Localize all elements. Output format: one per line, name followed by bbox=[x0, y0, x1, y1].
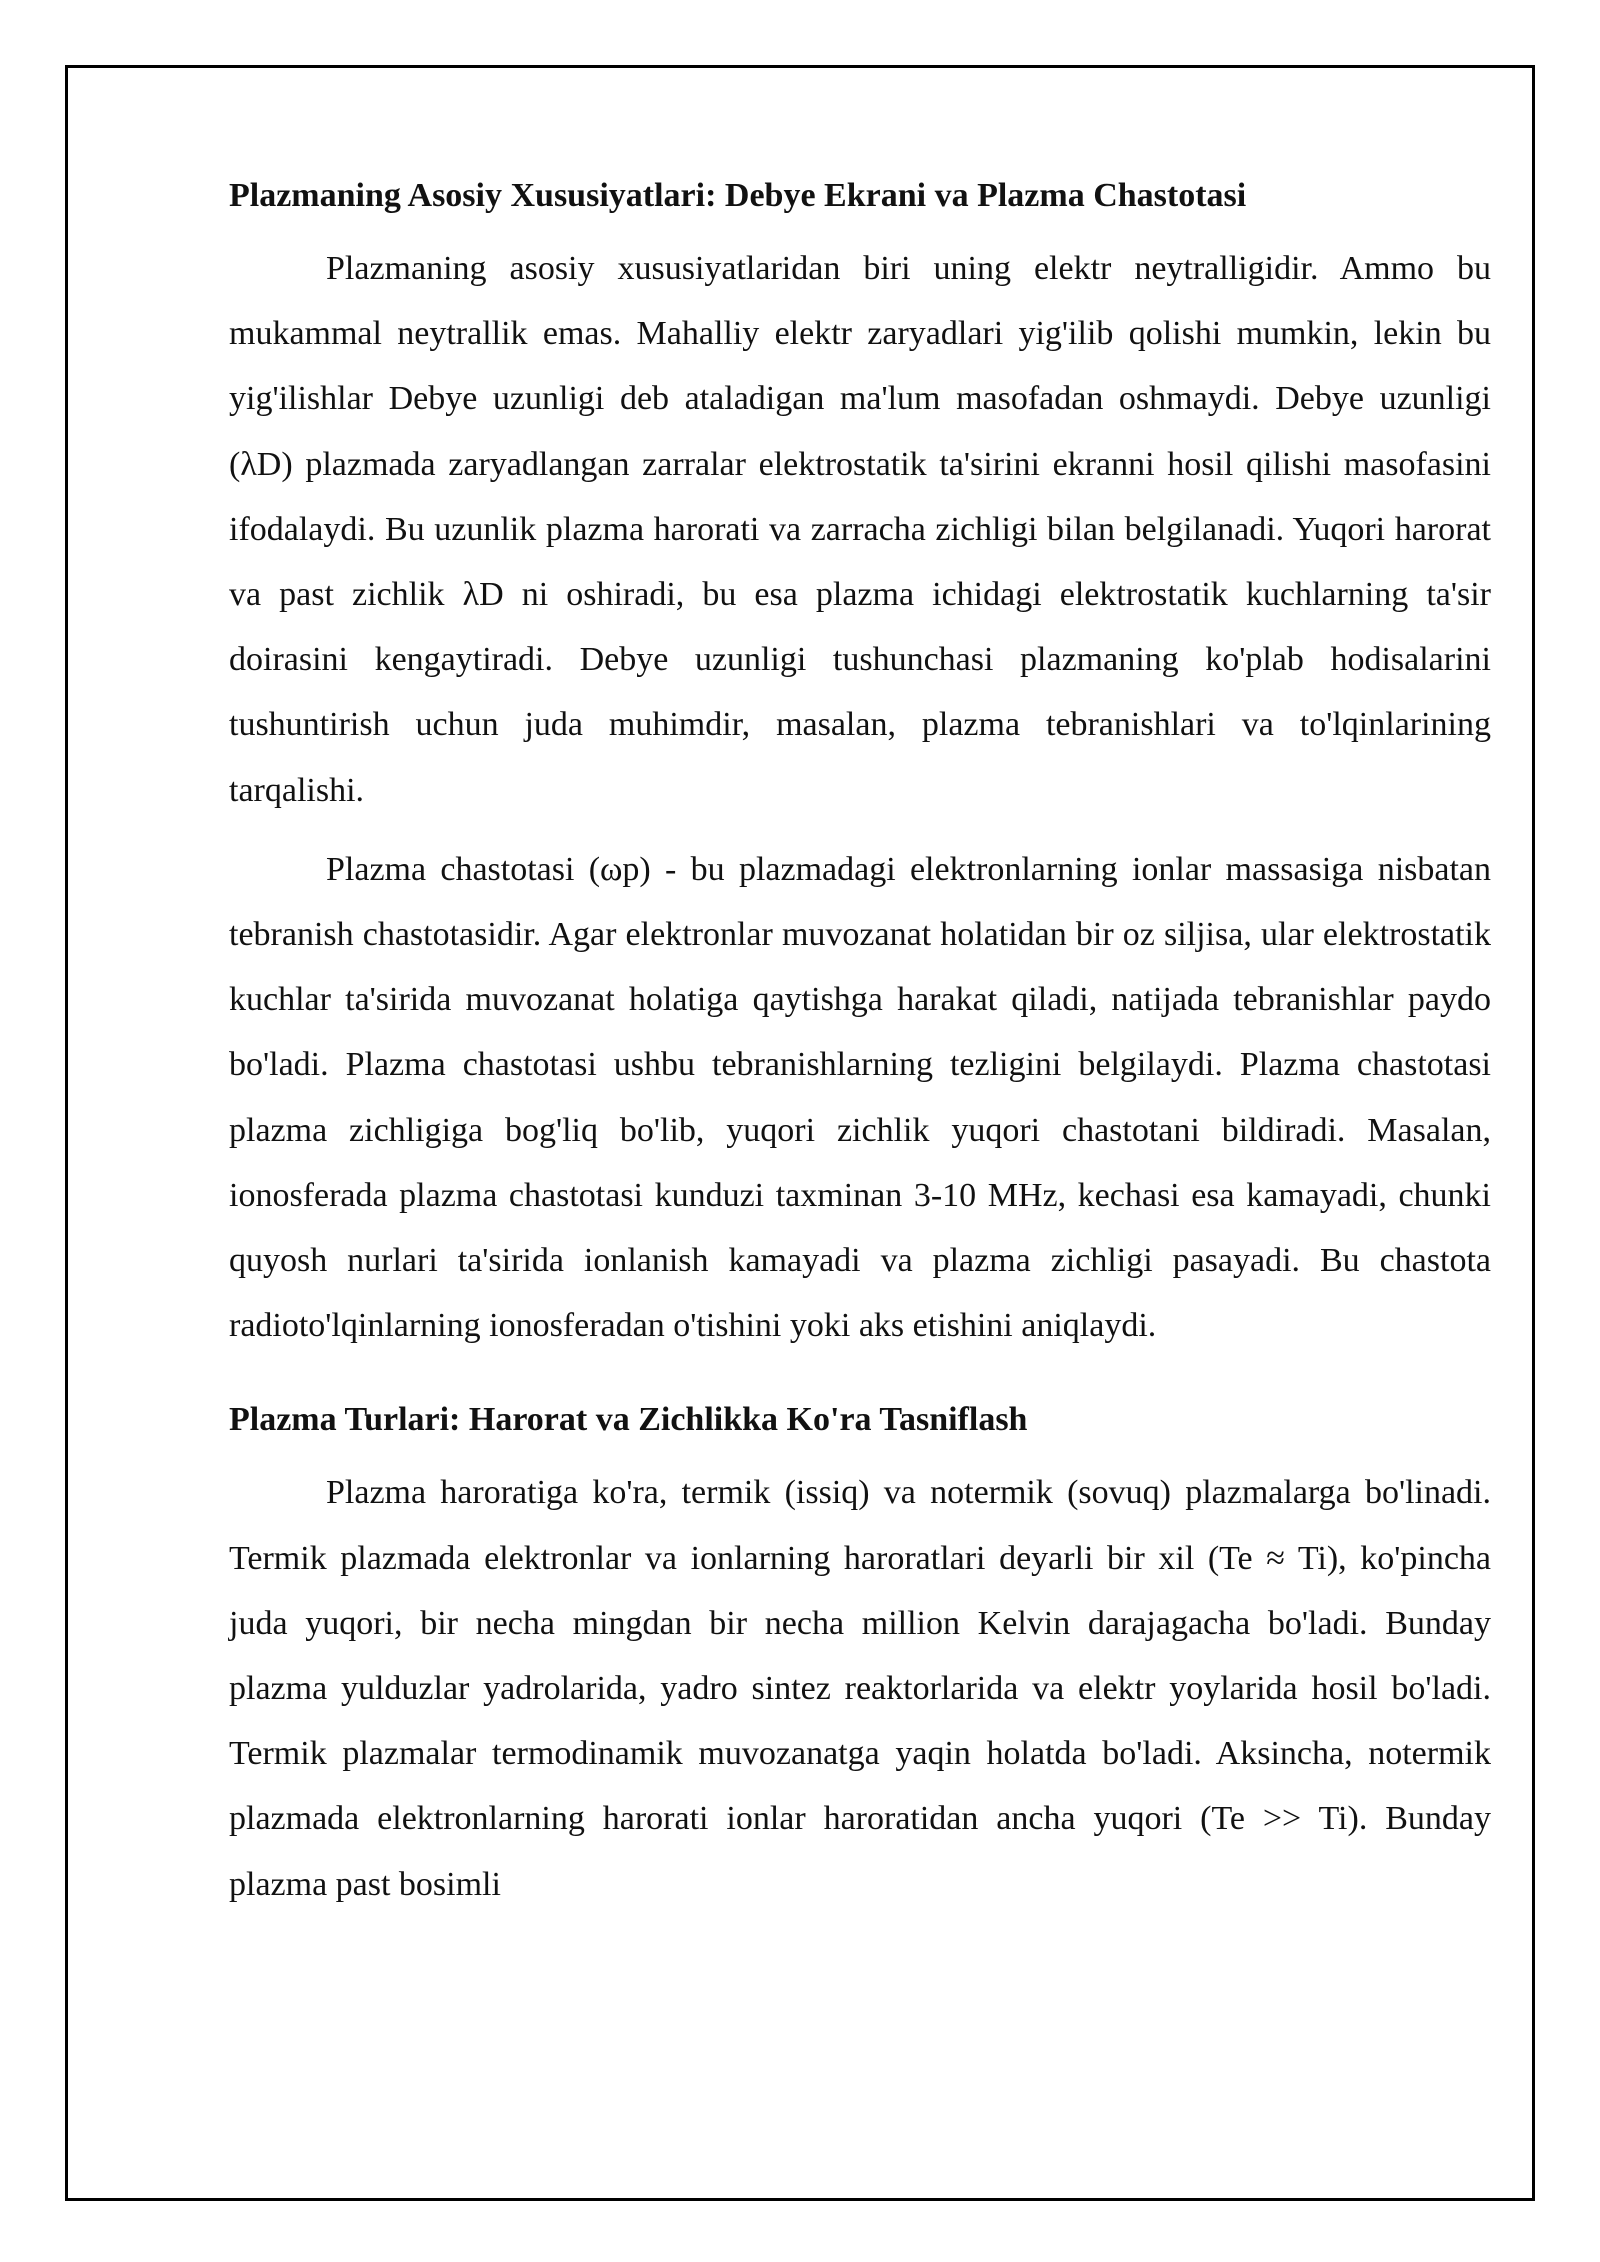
paragraph-thermal-plasma: Plazma haroratiga ko'ra, termik (issiq) va notermik (sovuq) plazmalarga bo'linadi. Termik plazmada elektronlar va ionlarning haroratlari deyarli bir xil (Te ≈ Ti), ko'pincha juda yuqori, bir necha mingdan bir necha million Kelvin darajagacha bo'ladi. Bunday plazma yulduzlar yadrolarida, yadro sintez reaktorlarida va elektr yoylarida hosil bo'ladi. Termik plazmalar termodinamik muvozanatga yaqin holatda bo'ladi. Aksincha, notermik plazmada elektronlarning harorati ionlar haroratidan ancha yuqori (Te >> Ti). Bunday plazma past bosimli bbox=[229, 1474, 1491, 1903]
section-heading-plasma-types: Plazma Turlari: Harorat va Zichlikka Ko'ra Tasniflash bbox=[229, 1401, 1028, 1439]
paragraph-debye-length: Plazmaning asosiy xususiyatlaridan biri uning elektr neytralligidir. Ammo bu mukammal neytrallik emas. Mahalliy elektr zaryadlari yig'ilib qolishi mumkin, lekin bu yig'ilishlar Debye uzunligi deb ataladigan ma'lum masofadan oshmaydi. Debye uzunligi (λD) plazmada zaryadlangan zarralar elektrostatik ta'sirini ekranni hosil qilishi masofasini ifodalaydi. Bu uzunlik plazma harorati va zarracha zichligi bilan belgilanadi. Yuqori harorat va past zichlik λD ni oshiradi, bu esa plazma ichidagi elektrostatik kuchlarning ta'sir doirasini kengaytiradi. Debye uzunligi tushunchasi plazmaning ko'plab hodisalarini tushuntirish uchun juda muhimdir, masalan, plazma tebranishlari va to'lqinlarining tarqalishi. bbox=[229, 250, 1491, 809]
document-body bbox=[229, 172, 1491, 1931]
paragraph-plasma-frequency: Plazma chastotasi (ωp) - bu plazmadagi elektronlarning ionlar massasiga nisbatan tebranish chastotasidir. Agar elektronlar muvozanat holatidan bir oz siljisa, ular elektrostatik kuchlar ta'sirida muvozanat holatiga qaytishga harakat qiladi, natijada tebranishlar paydo bo'ladi. Plazma chastotasi ushbu tebranishlarning tezligini belgilaydi. Plazma chastotasi plazma zichligiga bog'liq bo'lib, yuqori zichlik yuqori chastotani bildiradi. Masalan, ionosferada plazma chastotasi kunduzi taxminan 3-10 MHz, kechasi esa kamayadi, chunki quyosh nurlari ta'sirida ionlanish kamayadi va plazma zichligi pasayadi. Bu chastota radioto'lqinlarning ionosferadan o'tishini yoki aks etishini aniqlaydi. bbox=[229, 850, 1491, 1345]
section-heading-plasma-properties: Plazmaning Asosiy Xususiyatlari: Debye Ekrani va Plazma Chastotasi bbox=[229, 177, 1247, 214]
